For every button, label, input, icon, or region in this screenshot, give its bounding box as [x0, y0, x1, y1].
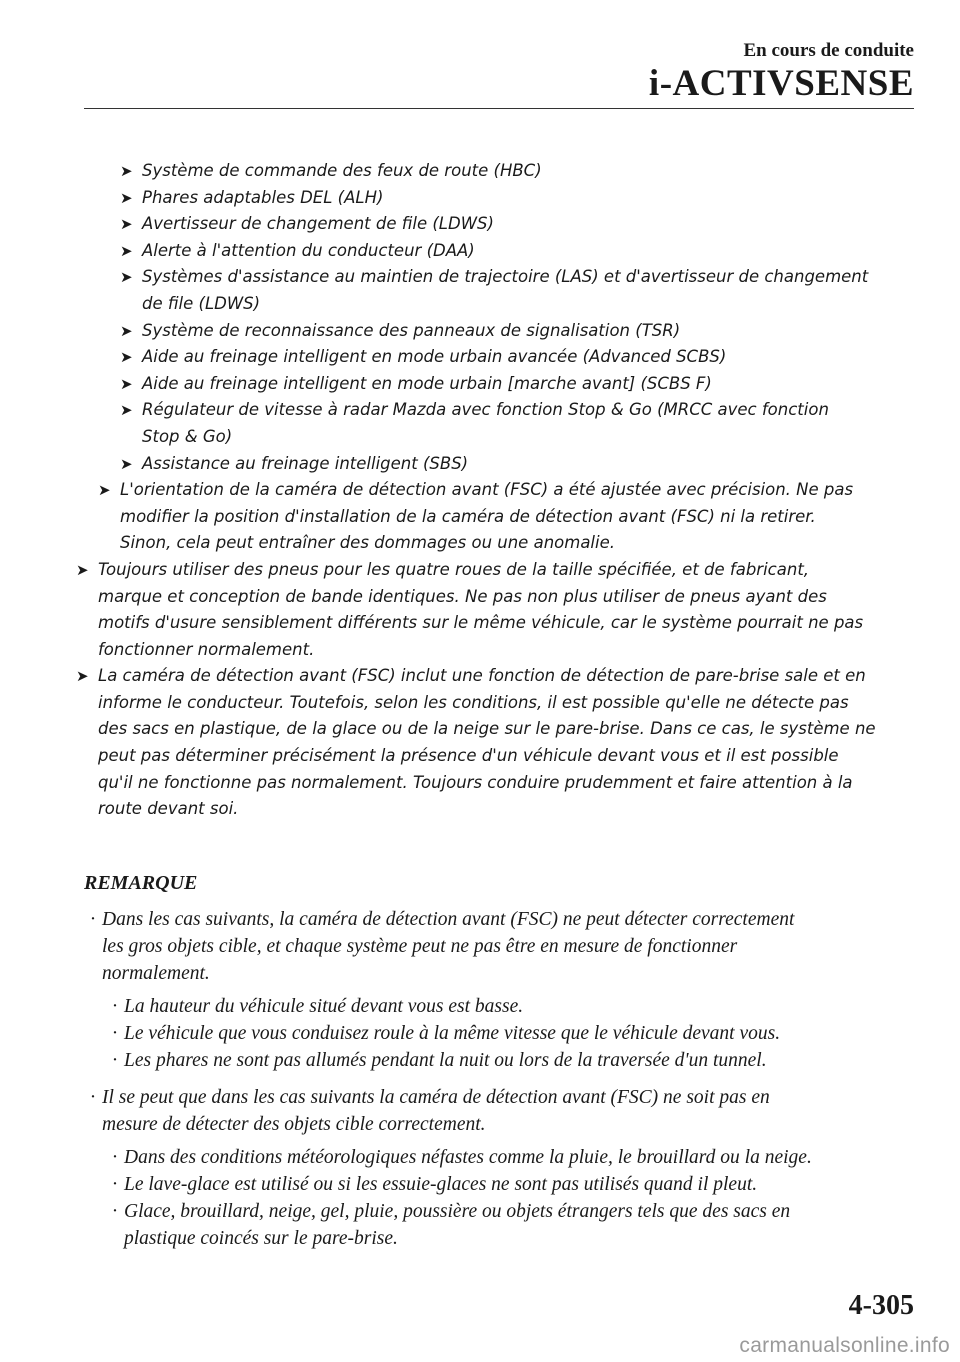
note-item-line	[84, 960, 920, 987]
warning-line	[0, 796, 960, 823]
dot-bullet-icon: ·	[111, 1147, 119, 1168]
dot-bullet-icon: ·	[111, 1023, 119, 1044]
warning-line	[0, 690, 960, 717]
warning-text: peut pas déterminer précisément la présence d'un véhicule devant vous et il est possible	[98, 746, 839, 766]
arrow-bullet-icon: ➤	[120, 348, 133, 367]
warning-text: Aide au freinage intelligent en mode urbain avancée (Advanced SCBS)	[142, 347, 727, 367]
note-item-text: La hauteur du véhicule situé devant vous est basse.	[124, 996, 524, 1017]
dot-bullet-icon	[84, 1111, 102, 1138]
warning-text: route devant soi.	[98, 799, 239, 819]
arrow-bullet-icon: ➤	[120, 162, 133, 180]
warning-line	[0, 424, 960, 451]
warning-text: qu'il ne fonctionne pas normalement. Toujours conduire prudemment et faire attention à la	[98, 772, 853, 792]
warning-text: motifs d'usure sensiblement différents sur le même véhicule, car le système pourrait ne pas	[98, 613, 864, 633]
watermark: carmanualsonline.info	[739, 1334, 950, 1357]
warning-text: Assistance au freinage intelligent (SBS)	[142, 453, 469, 473]
note-item-text: Dans les cas suivants, la caméra de détection avant (FSC) ne peut détecter correctement	[102, 909, 795, 930]
arrow-bullet-icon: ➤	[76, 560, 89, 579]
warning-line	[0, 663, 960, 690]
warning-text: Stop & Go)	[142, 426, 233, 446]
header-divider	[84, 108, 914, 109]
note-item-line	[84, 906, 920, 933]
warning-text: Avertisseur de changement de file (LDWS)	[142, 214, 494, 234]
warning-line	[0, 584, 960, 611]
warning-line	[0, 504, 960, 531]
note-item-line	[84, 1198, 920, 1225]
warning-line	[0, 371, 960, 398]
warning-line	[0, 185, 960, 212]
warning-line	[0, 530, 960, 557]
warning-line	[0, 451, 960, 478]
note-title: REMARQUE	[84, 872, 198, 894]
warning-text: Sinon, cela peut entraîner des dommages ou une anomalie.	[120, 533, 615, 553]
arrow-bullet-icon: ➤	[120, 321, 133, 340]
arrow-bullet-icon: ➤	[120, 188, 133, 207]
note-item-text: plastique coincés sur le pare-brise.	[124, 1228, 398, 1249]
note-item-text: Dans des conditions météorologiques néfastes comme la pluie, le brouillard ou la neige.	[124, 1147, 812, 1168]
dot-bullet-icon	[84, 933, 102, 960]
warning-line	[0, 158, 960, 185]
dot-bullet-icon: ·	[89, 1087, 97, 1108]
warning-text: L'orientation de la caméra de détection avant (FSC) a été ajustée avec précision. Ne pas	[120, 480, 854, 500]
warning-line	[0, 211, 960, 238]
note-item-line	[84, 1144, 920, 1171]
note-item-text: Les phares ne sont pas allumés pendant la nuit ou lors de la traversée d'un tunnel.	[124, 1050, 767, 1071]
warning-list	[0, 158, 960, 823]
warning-text: des sacs en plastique, de la glace ou de la neige sur le pare-brise. Dans ce cas, le système ne	[98, 719, 876, 739]
warning-text: marque et conception de bande identiques. Ne pas non plus utiliser de pneus ayant des	[98, 586, 827, 606]
note-box	[84, 870, 920, 1252]
dot-bullet-icon: ·	[89, 909, 97, 930]
dot-bullet-icon	[106, 1225, 124, 1252]
section-title: En cours de conduite	[743, 40, 914, 61]
warning-text: Toujours utiliser des pneus pour les quatre roues de la taille spécifiée, et de fabricant,	[98, 559, 810, 579]
warning-line	[0, 264, 960, 291]
note-item-text: normalement.	[102, 963, 210, 984]
note-item-text: Le véhicule que vous conduisez roule à la même vitesse que le véhicule devant vous.	[124, 1023, 781, 1044]
warning-line	[0, 770, 960, 797]
note-item-text: les gros objets cible, et chaque système peut ne pas être en mesure de fonctionner	[102, 936, 738, 957]
note-item-line	[84, 1047, 920, 1074]
note-item-line	[84, 1020, 920, 1047]
dot-bullet-icon: ·	[111, 1050, 119, 1071]
arrow-bullet-icon: ➤	[120, 401, 133, 420]
warning-text: modifier la position d'installation de la caméra de détection avant (FSC) ni la retirer.	[120, 506, 816, 526]
dot-bullet-icon	[84, 960, 102, 987]
dot-bullet-icon: ·	[111, 1201, 119, 1222]
warning-text: Alerte à l'attention du conducteur (DAA)	[142, 240, 475, 260]
warning-text: Systèmes d'assistance au maintien de trajectoire (LAS) et d'avertisseur de changement	[142, 267, 869, 287]
dot-bullet-icon: ·	[111, 996, 119, 1017]
arrow-bullet-icon: ➤	[120, 241, 133, 260]
warning-text: Régulateur de vitesse à radar Mazda avec fonction Stop & Go (MRCC avec fonction	[142, 400, 829, 420]
note-item-line	[84, 1225, 920, 1252]
note-item-line	[84, 1171, 920, 1198]
warning-text: Système de commande des feux de route (HBC)	[142, 161, 542, 180]
warning-line	[0, 637, 960, 664]
note-item-text: Il se peut que dans les cas suivants la caméra de détection avant (FSC) ne soit pas en	[102, 1087, 770, 1108]
warning-line	[0, 610, 960, 637]
arrow-bullet-icon: ➤	[120, 268, 133, 287]
warning-line	[0, 344, 960, 371]
warning-text: informe le conducteur. Toutefois, selon les conditions, il est possible qu'elle ne détecte pas	[98, 692, 849, 712]
page-number: 4-305	[848, 1290, 914, 1321]
note-item-text: mesure de détecter des objets cible correctement.	[102, 1114, 486, 1135]
chapter-title: i-ACTIVSENSE	[648, 63, 914, 104]
arrow-bullet-icon: ➤	[120, 215, 133, 234]
page-header	[649, 40, 914, 104]
warning-line	[0, 477, 960, 504]
warning-line	[0, 238, 960, 265]
arrow-bullet-icon: ➤	[120, 454, 133, 473]
arrow-bullet-icon: ➤	[98, 481, 111, 500]
warning-line	[0, 743, 960, 770]
warning-text: La caméra de détection avant (FSC) inclut une fonction de détection de pare-brise sale et en	[98, 666, 866, 686]
warning-text: Système de reconnaissance des panneaux de signalisation (TSR)	[142, 320, 681, 340]
note-item-text: Le lave-glace est utilisé ou si les essuie-glaces ne sont pas utilisés quand il pleut.	[124, 1174, 758, 1195]
note-item-line	[84, 1084, 920, 1111]
arrow-bullet-icon: ➤	[120, 374, 133, 393]
warning-line	[0, 557, 960, 584]
warning-text: Aide au freinage intelligent en mode urbain [marche avant] (SCBS F)	[142, 373, 712, 393]
warning-line	[0, 291, 960, 318]
warning-line	[0, 318, 960, 345]
note-item-line	[84, 993, 920, 1020]
arrow-bullet-icon: ➤	[76, 667, 89, 686]
note-list	[84, 906, 920, 1252]
note-item-line	[84, 1111, 920, 1138]
warning-line	[0, 397, 960, 424]
note-item-line	[84, 933, 920, 960]
warning-text: fonctionner normalement.	[98, 639, 315, 659]
note-item-text: Glace, brouillard, neige, gel, pluie, poussière ou objets étrangers tels que des sacs en	[124, 1201, 791, 1222]
dot-bullet-icon: ·	[111, 1174, 119, 1195]
warning-text: de file (LDWS)	[142, 293, 261, 313]
warning-text: Phares adaptables DEL (ALH)	[142, 187, 384, 207]
warning-line	[0, 716, 960, 743]
